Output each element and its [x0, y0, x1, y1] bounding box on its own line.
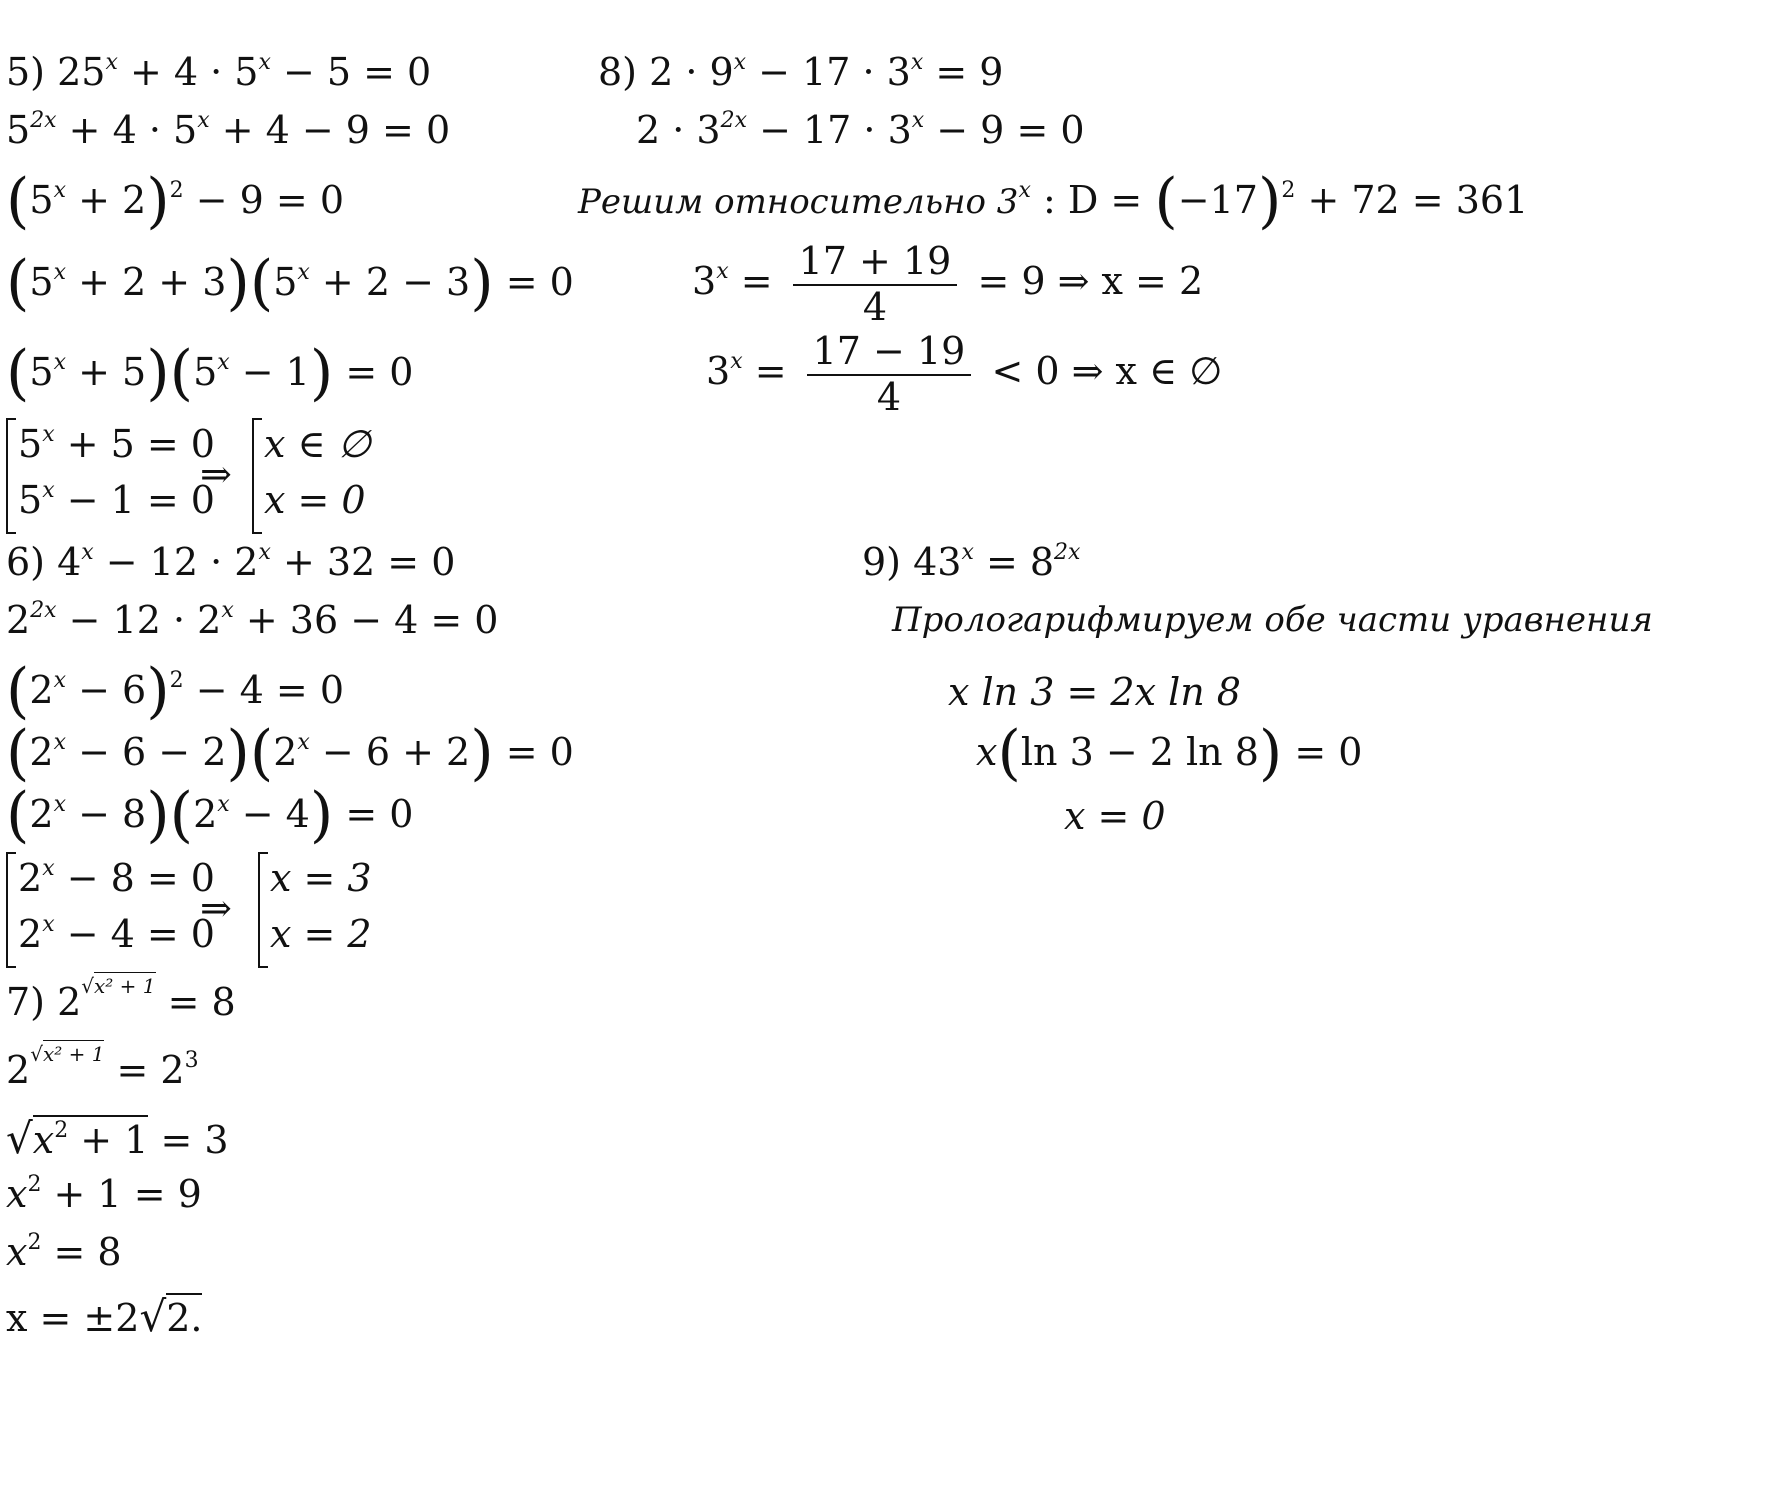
p6-implies-arrow: ⇒ — [200, 886, 232, 930]
p5-system-right — [252, 418, 374, 534]
p5-sys-right-row-2: x = 0 — [264, 478, 366, 522]
p5-system-left — [6, 418, 215, 534]
p6-system-right — [258, 852, 380, 968]
p9-line-4: x(ln 3 − 2 ln 8) = 0 — [976, 718, 1363, 788]
p6-sys-right-row-1: x = 3 — [270, 856, 372, 900]
p6-system-left — [6, 852, 215, 968]
p6-sys-left-row-2: $2^x - 4 = 0$ — [18, 912, 215, 956]
p7-line-5: $x^2 = 8$ — [6, 1230, 122, 1274]
p9-line-2: Прологарифмируем обе части уравнения — [892, 600, 1653, 640]
p8-root-1: $3^x$ = $\frac{17 + 19}{4}$ = 9 ⇒ x = 2 — [692, 239, 1204, 329]
p5-line-5: $(5^x + 5)(5^x - 1) = 0$ — [6, 338, 414, 408]
p7-line-6: x = ±2√2. — [6, 1292, 203, 1341]
p9-line-3: x ln 3 = 2x ln 8 — [948, 670, 1241, 714]
p5-line-3: $(5^x + 2)^2 - 9 = 0$ — [6, 166, 344, 236]
p5-line-1: 5) $25^x + 4 \cdot 5^x - 5 = 0$ — [6, 50, 432, 94]
p7-line-1: 7) $2^{√x^2 + 1} = 8$ — [6, 974, 236, 1024]
p9-line-5: x = 0 — [1064, 794, 1166, 838]
p8-root-2-fraction: $\frac{17 - 19}{4}$ — [807, 330, 972, 419]
p7-line-3: $√x^2 + 1 = 3$ — [6, 1114, 229, 1163]
p6-line-5: $(2^x - 8)(2^x - 4) = 0$ — [6, 780, 414, 850]
p5-line-4: $(5^x + 2 + 3)(5^x + 2 - 3) = 0$ — [6, 248, 574, 318]
p8-line-1: 8) $2 \cdot 9^x - 17 \cdot 3^x = 9$ — [598, 50, 1004, 94]
p7-line-2: $2^{√x^2 + 1} = 2^3$ — [6, 1042, 199, 1092]
p5-sys-left-row-2: $5^x - 1 = 0$ — [18, 478, 215, 522]
p8-root-2: $3^x$ = $\frac{17 - 19}{4}$ < 0 ⇒ x ∈ ∅ — [706, 329, 1223, 419]
p8-line-3: Решим относительно 3$^x$ : $D = (-17)^2 + 72 = 361$ — [578, 166, 1529, 236]
p5-line-2: $5^{2x} + 4 \cdot 5^x + 4 - 9 = 0$ — [6, 108, 451, 152]
p5-sys-left-row-1: $5^x + 5 = 0$ — [18, 422, 215, 466]
p6-line-3: $(2^x - 6)^2 - 4 = 0$ — [6, 656, 344, 726]
p5-implies-arrow: ⇒ — [200, 452, 232, 496]
p6-line-4: $(2^x - 6 - 2)(2^x - 6 + 2) = 0$ — [6, 718, 574, 788]
p6-sys-left-row-1: $2^x - 8 = 0$ — [18, 856, 215, 900]
p9-line-1: 9) $43^x = 8^{2x}$ — [862, 540, 1081, 584]
p6-line-2: $2^{2x} - 12 \cdot 2^x + 36 - 4 = 0$ — [6, 598, 499, 642]
p8-root-1-fraction: $\frac{17 + 19}{4}$ — [793, 240, 958, 329]
p8-line-2: $2 \cdot 3^{2x} - 17 \cdot 3^x - 9 = 0$ — [636, 108, 1085, 152]
p5-sys-right-row-1: x ∈ ∅ — [264, 422, 371, 466]
p6-line-1: 6) $4^x - 12 \cdot 2^x + 32 = 0$ — [6, 540, 456, 584]
p7-line-4: $x^2 + 1 = 9$ — [6, 1172, 202, 1216]
p6-sys-right-row-2: x = 2 — [270, 912, 372, 956]
